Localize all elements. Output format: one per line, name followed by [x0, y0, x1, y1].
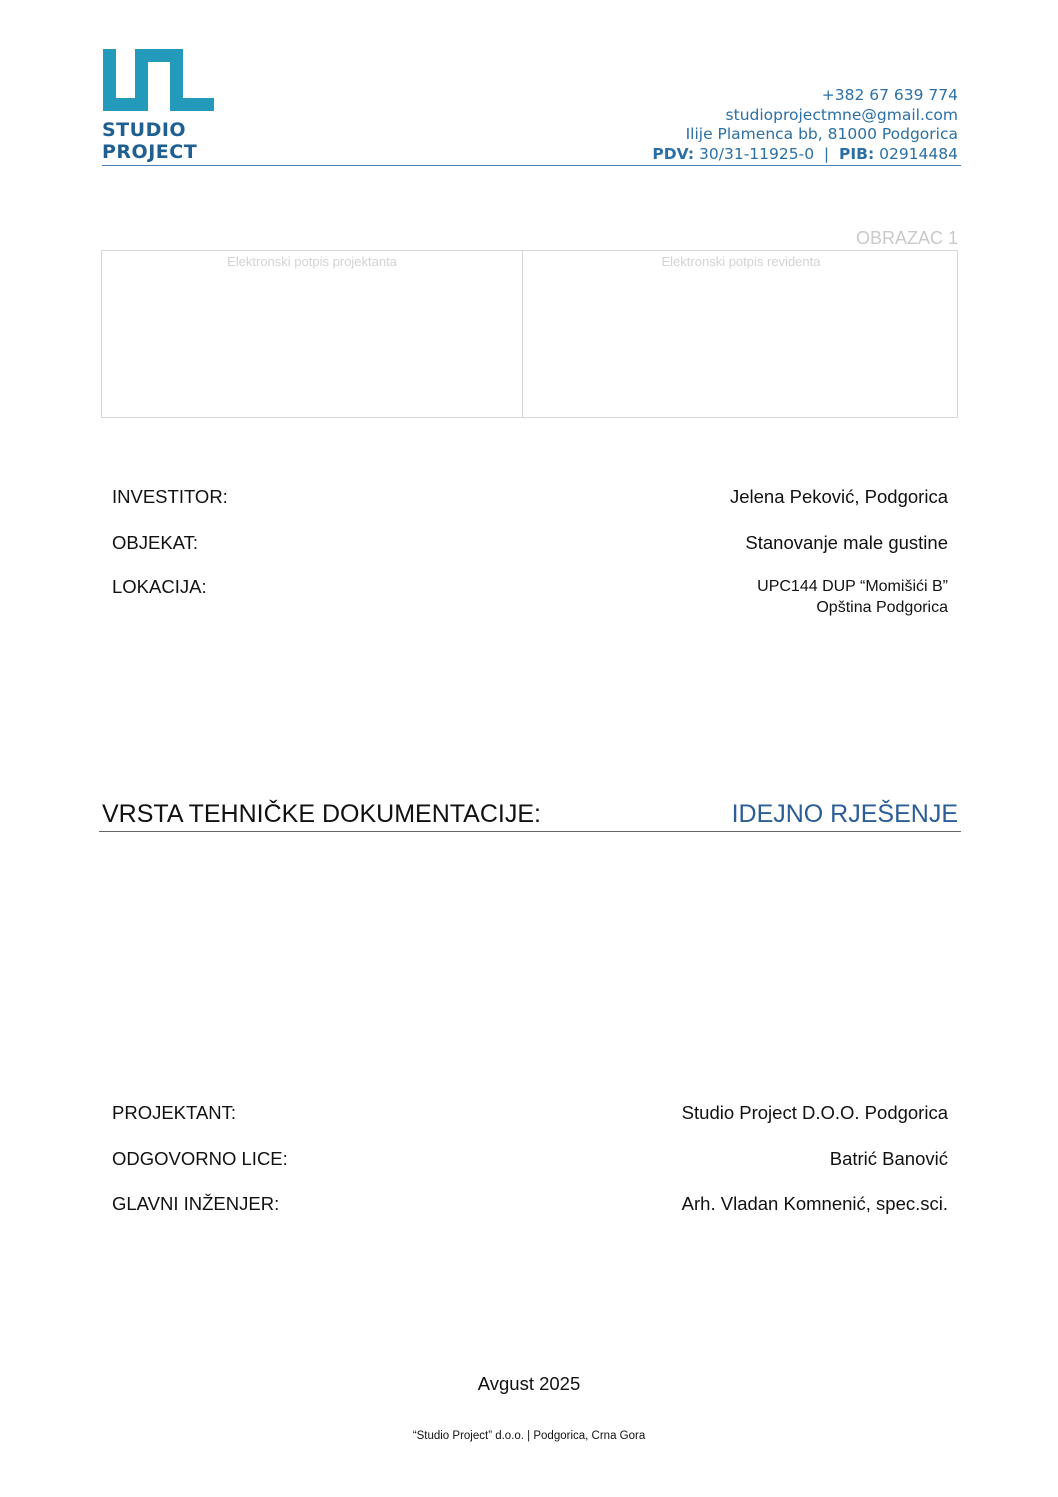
responsible-person-value: Batrić Banović — [829, 1148, 948, 1169]
contact-block — [652, 86, 958, 164]
tax-separator: | — [823, 144, 830, 163]
pib-label: PIB: — [839, 144, 875, 163]
investor-label: INVESTITOR: — [112, 486, 228, 507]
reviewer-signature-field[interactable]: Elektronski potpis revidenta — [661, 254, 821, 269]
contact-phone: +382 67 639 774 — [821, 86, 958, 104]
page-footer: “Studio Project” d.o.o. | Podgorica, Crna Gora — [412, 1430, 646, 1442]
contact-address: Ilije Plamenca bb, 81000 Podgorica — [685, 125, 958, 143]
responsible-person-label: ODGOVORNO LICE: — [112, 1148, 288, 1169]
header-divider — [102, 165, 961, 166]
logo-wordmark — [102, 119, 197, 163]
documentation-divider — [99, 831, 961, 832]
chief-engineer-value: Arh. Vladan Komnenić, spec.sci. — [681, 1193, 948, 1214]
object-label: OBJEKAT: — [112, 532, 199, 553]
contact-email: studioprojectmne@gmail.com — [725, 105, 958, 124]
pdv-value: 30/31-11925-0 — [699, 144, 815, 163]
location-line1: UPC144 DUP “Momišići B” — [757, 578, 948, 595]
logo-wordmark-line2: PROJECT — [102, 141, 198, 163]
designer-signature-field[interactable]: Elektronski potpis projektanta — [227, 254, 397, 269]
location-label: LOKACIJA: — [112, 576, 207, 597]
location-line2: Opština Podgorica — [816, 599, 948, 616]
signature-table — [101, 250, 958, 418]
contact-tax-ids — [652, 145, 958, 165]
object-value: Stanovanje male gustine — [745, 532, 948, 553]
designer-value: Studio Project D.O.O. Podgorica — [681, 1102, 948, 1123]
document-date: Avgust 2025 — [477, 1373, 581, 1394]
documentation-type-label: VRSTA TEHNIČKE DOKUMENTACIJE: — [102, 800, 541, 828]
form-code: OBRAZAC 1 — [855, 228, 958, 248]
signature-divider — [522, 251, 523, 417]
investor-value: Jelena Peković, Podgorica — [729, 486, 948, 507]
location-value — [757, 576, 948, 618]
chief-engineer-label: GLAVNI INŽENJER: — [112, 1193, 280, 1214]
documentation-type-value: IDEJNO RJEŠENJE — [731, 800, 958, 828]
logo-wordmark-line1: STUDIO — [102, 119, 187, 141]
designer-label: PROJEKTANT: — [112, 1102, 237, 1123]
pdv-label: PDV: — [652, 144, 695, 163]
pib-value: 02914484 — [879, 144, 958, 163]
